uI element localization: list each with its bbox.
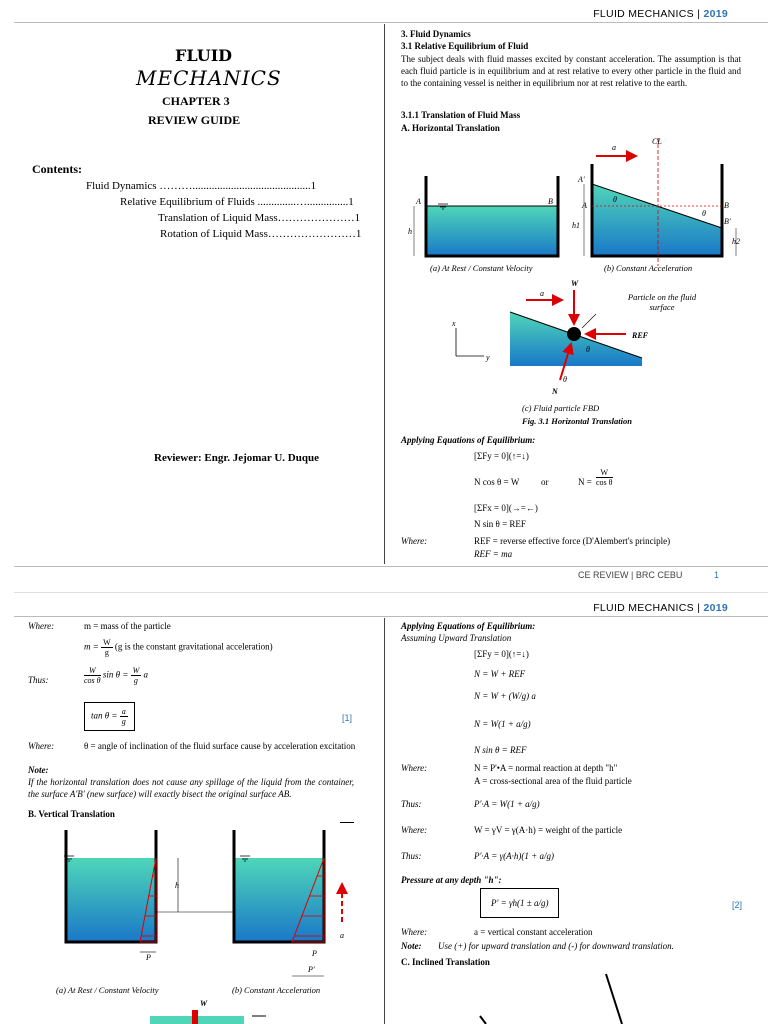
cover-title-2: MECHANICS: [136, 66, 282, 90]
section-c: C. Inclined Translation: [401, 957, 490, 967]
p2-eq1: [ΣFy = 0](↑=↓): [474, 649, 529, 659]
cover-chapter: CHAPTER 3: [162, 94, 230, 108]
p2-where-2: Where:: [28, 741, 55, 751]
m-equation: m = $\frac{W}{g}$ (g is the constant gravitational acceleration): [84, 638, 273, 657]
p2-note-label: Note:: [401, 941, 422, 951]
p2-note-text: Use (+) for upward translation and (-) for downward translation.: [438, 941, 674, 951]
eq-n-denominator: cos θ: [596, 478, 613, 487]
toc-item-translation[interactable]: Translation of Liquid Mass…………………1: [158, 212, 361, 224]
p2-where-r: Where:: [401, 763, 428, 773]
eq-n-label: N =: [578, 477, 592, 487]
p2-where-r2: Where:: [401, 825, 428, 835]
note-text: If the horizontal translation does not cause any spillage of the liquid from the container, the surface A'B' (new surface) will exactly bisect the original surface AB.: [28, 777, 354, 799]
p2-eq6: P'·A = W(1 + a/g): [474, 799, 540, 809]
caption-a: (a) At Rest / Constant Velocity: [430, 263, 533, 273]
eq-n-fraction: [596, 468, 613, 487]
w-definition: W = γV = γ(A·h) = weight of the particle: [474, 825, 623, 835]
p2-assume: Assuming Upward Translation: [401, 633, 512, 643]
eq-sum-fy: [ΣFy = 0](↑=↓): [474, 451, 529, 461]
svg-text:a: a: [540, 289, 544, 298]
svg-text:P': P': [308, 965, 315, 974]
section-b: B. Vertical Translation: [28, 809, 115, 819]
a-vc-definition: a = vertical constant acceleration: [474, 927, 593, 937]
pressure-label: Pressure at any depth "h":: [401, 875, 502, 885]
footer-rule: [14, 566, 768, 567]
svg-text:N: N: [552, 387, 558, 396]
svg-text:y: y: [486, 353, 490, 362]
svg-text:θ: θ: [702, 209, 706, 218]
thus-equation: $\frac{W}{\text{cos θ}}$ sin θ = $\frac{W}{g}$ a: [84, 666, 149, 685]
svg-text:A: A: [582, 201, 587, 210]
header2-sep: |: [697, 602, 701, 614]
page2-header: [593, 602, 728, 614]
p2-thus-r2: Thus:: [401, 851, 422, 861]
p2-thus: Thus:: [28, 675, 49, 685]
p2-eq7: P'·A = γ(A·h)(1 + a/g): [474, 851, 554, 861]
p2-eq3: N = W + (W/g) a: [474, 691, 536, 701]
toc-item-relative-equilibrium[interactable]: Relative Equilibrium of Fluids ..............…...............1: [120, 196, 354, 208]
page-number: 1: [714, 570, 720, 580]
svg-text:W: W: [571, 279, 579, 288]
applying-equations: Applying Equations of Equilibrium:: [401, 435, 536, 445]
p2-eq2: N = W + REF: [474, 669, 526, 679]
svg-text:B: B: [548, 197, 553, 206]
header2-subject: FLUID MECHANICS: [593, 602, 694, 614]
svg-text:P: P: [146, 953, 151, 962]
svg-text:h: h: [408, 227, 412, 236]
tan-label: tan θ =: [91, 710, 118, 721]
cover-guide: REVIEW GUIDE: [148, 113, 241, 127]
toc-item-fluid-dynamics[interactable]: Fluid Dynamics ………...........................................1: [86, 180, 317, 192]
svg-text:θ: θ: [613, 195, 617, 204]
header-subject: FLUID MECHANICS: [593, 8, 694, 20]
p2-thus-r: Thus:: [401, 799, 422, 809]
p2-applying: Applying Equations of Equilibrium:: [401, 621, 536, 631]
tan-box: tan θ = $\frac{a}{g}$: [84, 702, 135, 731]
svg-text:B': B': [724, 217, 731, 226]
ref-2: [2]: [732, 900, 743, 910]
eq-ncos: N cos θ = W: [474, 477, 520, 487]
svg-text:h2: h2: [732, 237, 740, 246]
section-3-1-1: 3.1.1 Translation of Fluid Mass: [401, 110, 521, 120]
svg-text:CL: CL: [652, 137, 662, 146]
n-definition: N = P'•A = normal reaction at depth "h": [474, 763, 618, 773]
figure-vertical-translation: [28, 826, 358, 986]
page-header: [593, 8, 728, 20]
svg-text:P: P: [312, 949, 317, 958]
m-eq-note: (g is the constant gravitational acceleration): [114, 641, 273, 652]
ref-1: [1]: [342, 713, 353, 723]
section-3: 3. Fluid Dynamics: [401, 29, 471, 39]
tank-b-water: [592, 184, 722, 256]
svg-text:A': A': [578, 175, 585, 184]
header-sep: |: [697, 8, 701, 20]
header2-year: 2019: [703, 602, 728, 614]
column-divider: [384, 24, 385, 564]
vt-caption-b: (b) Constant Acceleration: [232, 985, 321, 995]
where-label: Where:: [401, 536, 428, 546]
header-rule: [14, 22, 768, 23]
eq-sum-fx: [ΣFx = 0](→=←): [474, 503, 538, 513]
svg-text:θ: θ: [586, 345, 590, 354]
svg-text:a: a: [612, 143, 616, 152]
ref-equation: REF = ma: [474, 549, 513, 559]
svg-text:REF: REF: [632, 331, 649, 340]
vt-caption-a: (a) At Rest / Constant Velocity: [56, 985, 159, 995]
svg-text:A: A: [416, 197, 421, 206]
header2-rule: [14, 616, 768, 617]
figure-horizontal-translation: [396, 136, 746, 276]
inclined-figure-partial: [470, 970, 640, 1024]
eq-n-numerator: W: [596, 468, 613, 478]
toc-item-rotation[interactable]: Rotation of Liquid Mass……………………1: [160, 228, 362, 240]
svg-text:B: B: [724, 201, 729, 210]
a-definition: A = cross-sectional area of the fluid particle: [474, 776, 632, 786]
cover-title-1: FLUID: [175, 46, 233, 65]
intro-paragraph: The subject deals with fluid masses excited by constant acceleration. The assumption is that each fluid particle is in equilibrium and at rest relative to every other particle in the fluid and to the containing vessel is neither in equilibrium nor at rest relative to the earth.: [401, 54, 741, 88]
vt-partial-figure: [150, 996, 270, 1024]
section-3-1: 3.1 Relative Equilibrium of Fluid: [401, 41, 529, 51]
tank-a-water: [426, 206, 558, 256]
section-a: A. Horizontal Translation: [401, 123, 500, 133]
caption-b: (b) Constant Acceleration: [604, 263, 693, 273]
contents-label: Contents:: [32, 162, 82, 176]
svg-text:θ: θ: [563, 375, 567, 384]
p2-where-r3: Where:: [401, 927, 428, 937]
dash-mark: [340, 822, 354, 823]
theta-definition: θ = angle of inclination of the fluid surface cause by acceleration excitation: [84, 741, 356, 751]
page-separator: [14, 592, 768, 593]
figure-caption: Fig. 3.1 Horizontal Translation: [522, 416, 632, 426]
svg-text:W: W: [200, 999, 208, 1008]
reviewer-line: Reviewer: Engr. Jejomar U. Duque: [154, 452, 319, 464]
p2-where: Where:: [28, 621, 55, 631]
svg-text:x: x: [452, 319, 456, 328]
ref-definition: REF = reverse effective force (D'Alembert's principle): [474, 536, 671, 546]
caption-c: (c) Fluid particle FBD: [522, 403, 600, 413]
svg-text:a: a: [340, 931, 344, 940]
p2-eq4: N = W(1 + a/g): [474, 719, 531, 729]
m-definition: m = mass of the particle: [84, 621, 171, 631]
svg-text:h: h: [175, 881, 179, 890]
eq-nsin: N sin θ = REF: [474, 519, 526, 529]
p2-eq5: N sin θ = REF: [474, 745, 527, 755]
column-divider-2: [384, 618, 385, 1024]
svg-text:h1: h1: [572, 221, 580, 230]
footer-text: CE REVIEW | BRC CEBU: [578, 570, 683, 580]
fbd-note: Particle on the fluid surface: [627, 292, 697, 312]
eq-or: or: [541, 477, 549, 487]
note-label: Note:: [28, 765, 49, 775]
pressure-box: P' = γh(1 ± a/g): [480, 888, 559, 918]
header-year: 2019: [703, 8, 728, 20]
